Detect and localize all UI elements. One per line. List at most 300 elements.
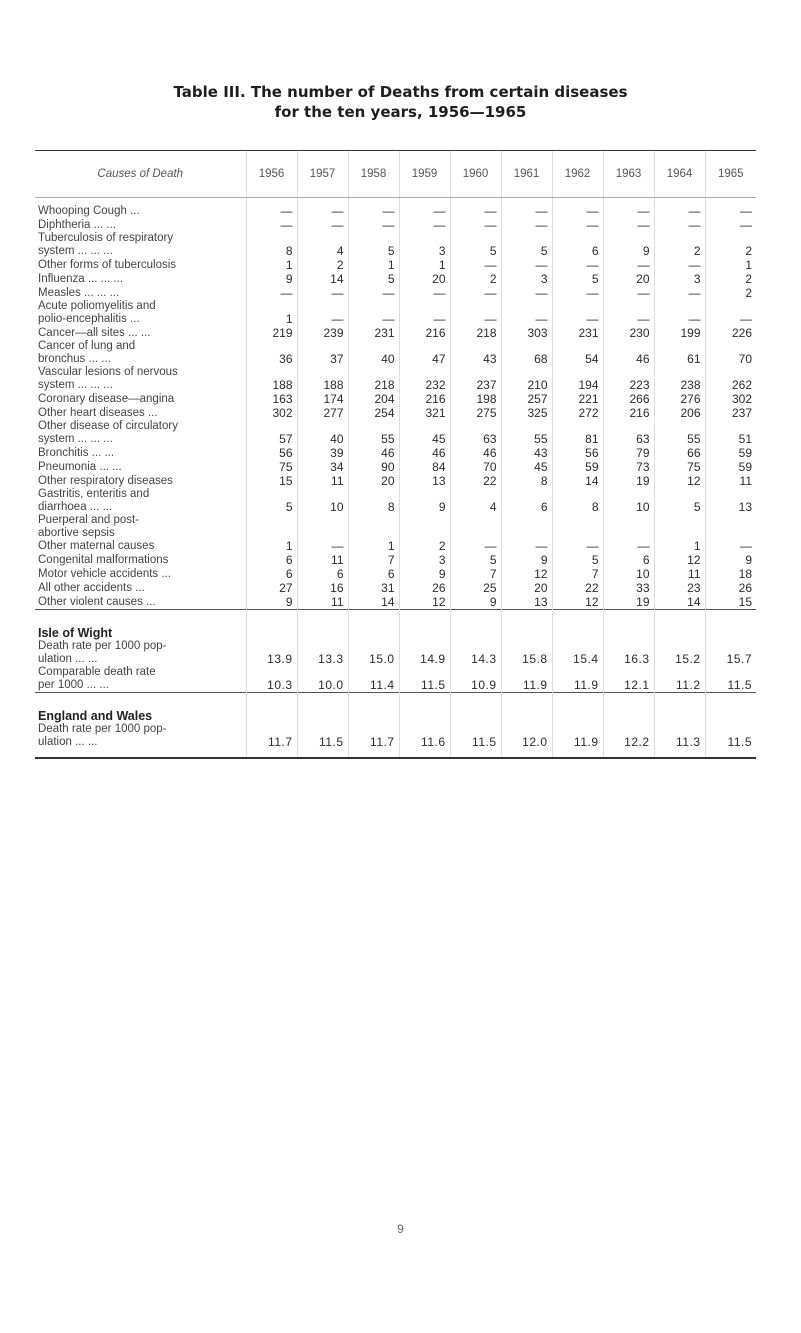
year-header-1959: 1959 <box>399 151 450 198</box>
value-cell: 59 <box>552 460 603 474</box>
value-cell: — <box>450 300 501 326</box>
table-row <box>35 406 756 420</box>
value-cell: 25 <box>450 581 501 595</box>
value-cell: 1 <box>246 514 297 553</box>
value-cell: 237 <box>705 406 756 420</box>
cause-label: Acute poliomyelitis and polio-encephalitis ... <box>38 300 156 325</box>
iow-heading-label: Isle of Wight <box>35 610 246 641</box>
value-cell: — <box>654 300 705 326</box>
value-cell: 5 <box>348 232 399 258</box>
table-row <box>35 340 756 366</box>
value-cell: 90 <box>348 460 399 474</box>
rate-cell: 15.7 <box>705 640 756 666</box>
value-cell: 188 <box>297 366 348 392</box>
cause-label: Cancer of lung and bronchus ... ... <box>38 340 136 365</box>
value-cell: 10 <box>603 567 654 581</box>
value-cell: 6 <box>501 488 552 514</box>
value-cell: — <box>450 286 501 300</box>
rate-cell: 12.0 <box>501 723 552 757</box>
value-cell: 275 <box>450 406 501 420</box>
value-cell: 66 <box>654 446 705 460</box>
value-cell: 34 <box>297 460 348 474</box>
value-cell: 47 <box>399 340 450 366</box>
value-cell: — <box>552 258 603 272</box>
table-row <box>35 218 756 232</box>
rate-cell: 12.1 <box>603 666 654 693</box>
value-cell: 254 <box>348 406 399 420</box>
title-block <box>0 82 801 122</box>
value-cell: 4 <box>297 232 348 258</box>
rate-cell: 11.5 <box>705 666 756 693</box>
rate-cell: 10.9 <box>450 666 501 693</box>
value-cell: 7 <box>450 567 501 581</box>
table-row <box>35 392 756 406</box>
value-cell: 9 <box>399 567 450 581</box>
value-cell: — <box>450 258 501 272</box>
value-cell: 46 <box>450 446 501 460</box>
value-cell: 6 <box>297 567 348 581</box>
value-cell: — <box>501 218 552 232</box>
value-cell: 1 <box>348 258 399 272</box>
table-row <box>35 553 756 567</box>
value-cell: 79 <box>603 446 654 460</box>
value-cell: 70 <box>705 340 756 366</box>
rate-cell: 11.4 <box>348 666 399 693</box>
value-cell: 303 <box>501 326 552 340</box>
cause-label: Other violent causes ... <box>38 596 156 608</box>
rate-cell: 11.9 <box>552 666 603 693</box>
value-cell: 70 <box>450 460 501 474</box>
value-cell: 2 <box>297 258 348 272</box>
rate-cell: 14.9 <box>399 640 450 666</box>
rate-cell: 12.2 <box>603 723 654 757</box>
value-cell: 81 <box>552 420 603 446</box>
value-cell: — <box>297 514 348 553</box>
value-cell: 231 <box>552 326 603 340</box>
value-cell: 6 <box>246 567 297 581</box>
value-cell: 1 <box>348 514 399 553</box>
table-row <box>35 258 756 272</box>
value-cell: — <box>501 258 552 272</box>
value-cell: 9 <box>399 488 450 514</box>
value-cell: 55 <box>348 420 399 446</box>
value-cell: — <box>348 286 399 300</box>
value-cell: 12 <box>552 595 603 610</box>
rate-cell: 15.4 <box>552 640 603 666</box>
value-cell: — <box>501 514 552 553</box>
value-cell: 73 <box>603 460 654 474</box>
value-cell: 3 <box>501 272 552 286</box>
value-cell: 210 <box>501 366 552 392</box>
table-row <box>35 232 756 258</box>
value-cell: — <box>348 218 399 232</box>
value-cell: 54 <box>552 340 603 366</box>
value-cell: 11 <box>297 595 348 610</box>
value-cell: — <box>654 198 705 219</box>
value-cell: 40 <box>348 340 399 366</box>
rate-cell: 11.9 <box>501 666 552 693</box>
cause-label: Other heart diseases ... <box>38 407 158 419</box>
value-cell: 2 <box>450 272 501 286</box>
value-cell: 8 <box>552 488 603 514</box>
value-cell: 8 <box>348 488 399 514</box>
value-cell: 63 <box>450 420 501 446</box>
rate-cell: 15.0 <box>348 640 399 666</box>
year-header-1964: 1964 <box>654 151 705 198</box>
table-row <box>35 595 756 610</box>
value-cell: 15 <box>246 474 297 488</box>
value-cell: 206 <box>654 406 705 420</box>
value-cell: 9 <box>705 553 756 567</box>
value-cell: 75 <box>246 460 297 474</box>
value-cell: 68 <box>501 340 552 366</box>
value-cell: 5 <box>450 232 501 258</box>
value-cell: — <box>603 218 654 232</box>
value-cell: 18 <box>705 567 756 581</box>
rate-cell: 11.5 <box>705 723 756 757</box>
value-cell: 302 <box>705 392 756 406</box>
value-cell: 31 <box>348 581 399 595</box>
ew-heading <box>35 693 756 724</box>
value-cell: 56 <box>246 446 297 460</box>
value-cell: 231 <box>348 326 399 340</box>
iow-heading <box>35 610 756 641</box>
value-cell: 163 <box>246 392 297 406</box>
value-cell: 14 <box>348 595 399 610</box>
value-cell: 84 <box>399 460 450 474</box>
deaths-table-wrapper <box>35 150 756 759</box>
cause-label: Motor vehicle accidents ... <box>38 568 171 580</box>
table-row <box>35 581 756 595</box>
ew-heading-label: England and Wales <box>35 693 246 724</box>
value-cell: 226 <box>705 326 756 340</box>
value-cell: 39 <box>297 446 348 460</box>
value-cell: — <box>246 218 297 232</box>
cause-label: Other respiratory diseases <box>38 475 173 487</box>
value-cell: 12 <box>654 553 705 567</box>
table-title: Table III. The number of Deaths from certain diseases <box>173 83 628 101</box>
value-cell: 14 <box>654 595 705 610</box>
value-cell: 59 <box>705 460 756 474</box>
value-cell: 45 <box>399 420 450 446</box>
value-cell: 219 <box>246 326 297 340</box>
value-cell: — <box>399 300 450 326</box>
value-cell: 2 <box>705 272 756 286</box>
rate-cell: 11.7 <box>348 723 399 757</box>
value-cell: — <box>705 514 756 553</box>
value-cell: 221 <box>552 392 603 406</box>
value-cell: — <box>552 218 603 232</box>
value-cell: 46 <box>348 446 399 460</box>
value-cell: — <box>399 286 450 300</box>
value-cell: 8 <box>246 232 297 258</box>
value-cell: 23 <box>654 581 705 595</box>
value-cell: 46 <box>399 446 450 460</box>
year-header-1965: 1965 <box>705 151 756 198</box>
value-cell: 5 <box>450 553 501 567</box>
cause-label: Gastritis, enteritis and diarrhoea ... ... <box>38 488 150 513</box>
rate-cell: 13.3 <box>297 640 348 666</box>
value-cell: — <box>297 218 348 232</box>
value-cell: 257 <box>501 392 552 406</box>
value-cell: 22 <box>450 474 501 488</box>
rate-cell: 11.5 <box>399 666 450 693</box>
value-cell: — <box>297 286 348 300</box>
value-cell: — <box>603 300 654 326</box>
rate-cell: 15.8 <box>501 640 552 666</box>
table-row <box>35 300 756 326</box>
year-header-1960: 1960 <box>450 151 501 198</box>
value-cell: — <box>552 198 603 219</box>
value-cell: — <box>603 514 654 553</box>
value-cell: 61 <box>654 340 705 366</box>
rate-cell: 11.5 <box>450 723 501 757</box>
value-cell: 9 <box>501 553 552 567</box>
value-cell: 276 <box>654 392 705 406</box>
rate-cell: 15.2 <box>654 640 705 666</box>
value-cell: 237 <box>450 366 501 392</box>
value-cell: 302 <box>246 406 297 420</box>
cause-label: Pneumonia ... ... <box>38 461 122 473</box>
cause-label: All other accidents ... <box>38 582 145 594</box>
value-cell: 1 <box>654 514 705 553</box>
value-cell: — <box>654 286 705 300</box>
cause-label: Other disease of circulatory system ... ... ... <box>38 420 178 445</box>
value-cell: 5 <box>501 232 552 258</box>
table-row <box>35 514 756 553</box>
value-cell: 11 <box>705 474 756 488</box>
iow-comparable-row-label: Comparable death rate per 1000 ... ... <box>38 666 156 691</box>
value-cell: 20 <box>399 272 450 286</box>
value-cell: 36 <box>246 340 297 366</box>
year-header-1962: 1962 <box>552 151 603 198</box>
rate-cell: 16.3 <box>603 640 654 666</box>
value-cell: 43 <box>450 340 501 366</box>
value-cell: 56 <box>552 446 603 460</box>
value-cell: 238 <box>654 366 705 392</box>
value-cell: 12 <box>399 595 450 610</box>
iow-death-rate-row-label: Death rate per 1000 pop- ulation ... ... <box>38 640 167 665</box>
cause-column-header: Causes of Death <box>35 151 246 198</box>
cause-label: Congenital malformations <box>38 554 169 566</box>
value-cell: 174 <box>297 392 348 406</box>
value-cell: 22 <box>552 581 603 595</box>
value-cell: 3 <box>399 553 450 567</box>
value-cell: 9 <box>450 595 501 610</box>
year-header-1963: 1963 <box>603 151 654 198</box>
value-cell: 11 <box>654 567 705 581</box>
value-cell: 5 <box>654 488 705 514</box>
table-row <box>35 366 756 392</box>
value-cell: — <box>348 300 399 326</box>
value-cell: 325 <box>501 406 552 420</box>
value-cell: — <box>552 300 603 326</box>
value-cell: 1 <box>705 258 756 272</box>
value-cell: 223 <box>603 366 654 392</box>
deaths-table <box>35 151 756 757</box>
value-cell: 216 <box>399 392 450 406</box>
year-header-1961: 1961 <box>501 151 552 198</box>
value-cell: 27 <box>246 581 297 595</box>
value-cell: 7 <box>348 553 399 567</box>
value-cell: 51 <box>705 420 756 446</box>
value-cell: — <box>705 218 756 232</box>
rate-cell: 11.5 <box>297 723 348 757</box>
value-cell: 1 <box>246 258 297 272</box>
value-cell: 1 <box>246 300 297 326</box>
cause-label: Whooping Cough ... <box>38 205 140 217</box>
value-cell: 216 <box>603 406 654 420</box>
value-cell: — <box>501 286 552 300</box>
value-cell: — <box>654 258 705 272</box>
page-number: 9 <box>397 1222 404 1236</box>
value-cell: 6 <box>246 553 297 567</box>
value-cell: 57 <box>246 420 297 446</box>
rate-cell: 10.0 <box>297 666 348 693</box>
value-cell: 11 <box>297 474 348 488</box>
cause-label: Influenza ... ... ... <box>38 273 124 285</box>
value-cell: 20 <box>501 581 552 595</box>
value-cell: 55 <box>654 420 705 446</box>
table-row <box>35 198 756 219</box>
value-cell: 26 <box>399 581 450 595</box>
value-cell: — <box>552 514 603 553</box>
value-cell: 19 <box>603 595 654 610</box>
table-row <box>35 420 756 446</box>
year-header-1957: 1957 <box>297 151 348 198</box>
value-cell: 7 <box>552 567 603 581</box>
cause-label: Bronchitis ... ... <box>38 447 115 459</box>
iow-death-rate-row <box>35 640 756 666</box>
value-cell: 20 <box>603 272 654 286</box>
value-cell: — <box>603 198 654 219</box>
rate-cell: 11.3 <box>654 723 705 757</box>
value-cell: 321 <box>399 406 450 420</box>
value-cell: 11 <box>297 553 348 567</box>
table-row <box>35 446 756 460</box>
table-subtitle: for the ten years, 1956—1965 <box>274 103 527 121</box>
value-cell: 216 <box>399 326 450 340</box>
value-cell: — <box>246 286 297 300</box>
value-cell: 16 <box>297 581 348 595</box>
value-cell: 40 <box>297 420 348 446</box>
value-cell: 218 <box>348 366 399 392</box>
value-cell: — <box>654 218 705 232</box>
rate-cell: 14.3 <box>450 640 501 666</box>
value-cell: — <box>450 218 501 232</box>
value-cell: 199 <box>654 326 705 340</box>
value-cell: 2 <box>705 232 756 258</box>
iow-comparable-row <box>35 666 756 693</box>
value-cell: 12 <box>654 474 705 488</box>
cause-label: Cancer—all sites ... ... <box>38 327 151 339</box>
value-cell: 8 <box>501 474 552 488</box>
table-row <box>35 488 756 514</box>
rate-cell: 13.9 <box>246 640 297 666</box>
value-cell: — <box>603 286 654 300</box>
table-row <box>35 474 756 488</box>
value-cell: 272 <box>552 406 603 420</box>
value-cell: 15 <box>705 595 756 610</box>
value-cell: 33 <box>603 581 654 595</box>
cause-label: Vascular lesions of nervous system ... ... ... <box>38 366 178 391</box>
value-cell: 13 <box>501 595 552 610</box>
value-cell: 2 <box>705 286 756 300</box>
value-cell: 188 <box>246 366 297 392</box>
value-cell: 232 <box>399 366 450 392</box>
value-cell: — <box>705 198 756 219</box>
value-cell: 45 <box>501 460 552 474</box>
value-cell: 9 <box>246 595 297 610</box>
value-cell: — <box>297 300 348 326</box>
value-cell: 277 <box>297 406 348 420</box>
value-cell: — <box>501 300 552 326</box>
rate-cell: 11.2 <box>654 666 705 693</box>
rate-cell: 11.9 <box>552 723 603 757</box>
value-cell: 14 <box>552 474 603 488</box>
value-cell: 19 <box>603 474 654 488</box>
value-cell: — <box>603 258 654 272</box>
value-cell: — <box>297 198 348 219</box>
value-cell: 2 <box>654 232 705 258</box>
value-cell: 9 <box>246 272 297 286</box>
value-cell: 14 <box>297 272 348 286</box>
value-cell: 13 <box>705 488 756 514</box>
ew-death-rate-row-label: Death rate per 1000 pop- ulation ... ... <box>38 723 167 748</box>
value-cell: 266 <box>603 392 654 406</box>
value-cell: 1 <box>399 258 450 272</box>
value-cell: 59 <box>705 446 756 460</box>
value-cell: — <box>552 286 603 300</box>
value-cell: — <box>348 198 399 219</box>
value-cell: — <box>399 218 450 232</box>
value-cell: 10 <box>297 488 348 514</box>
value-cell: 63 <box>603 420 654 446</box>
value-cell: — <box>450 514 501 553</box>
value-cell: — <box>705 300 756 326</box>
value-cell: 2 <box>399 514 450 553</box>
value-cell: 6 <box>603 553 654 567</box>
value-cell: 198 <box>450 392 501 406</box>
table-row <box>35 286 756 300</box>
value-cell: 37 <box>297 340 348 366</box>
value-cell: 6 <box>552 232 603 258</box>
value-cell: 5 <box>552 553 603 567</box>
value-cell: — <box>246 198 297 219</box>
table-row <box>35 272 756 286</box>
value-cell: 4 <box>450 488 501 514</box>
value-cell: 6 <box>348 567 399 581</box>
value-cell: — <box>450 198 501 219</box>
value-cell: 239 <box>297 326 348 340</box>
value-cell: 194 <box>552 366 603 392</box>
cause-label: Other forms of tuberculosis <box>38 259 177 271</box>
value-cell: 262 <box>705 366 756 392</box>
value-cell: 3 <box>654 272 705 286</box>
value-cell: — <box>399 198 450 219</box>
value-cell: 9 <box>603 232 654 258</box>
value-cell: 46 <box>603 340 654 366</box>
value-cell: 43 <box>501 446 552 460</box>
value-cell: 26 <box>705 581 756 595</box>
table-row <box>35 460 756 474</box>
ew-death-rate-row <box>35 723 756 757</box>
value-cell: 218 <box>450 326 501 340</box>
year-header-1958: 1958 <box>348 151 399 198</box>
value-cell: 5 <box>246 488 297 514</box>
cause-label: Diphtheria ... ... <box>38 219 116 231</box>
value-cell: 13 <box>399 474 450 488</box>
